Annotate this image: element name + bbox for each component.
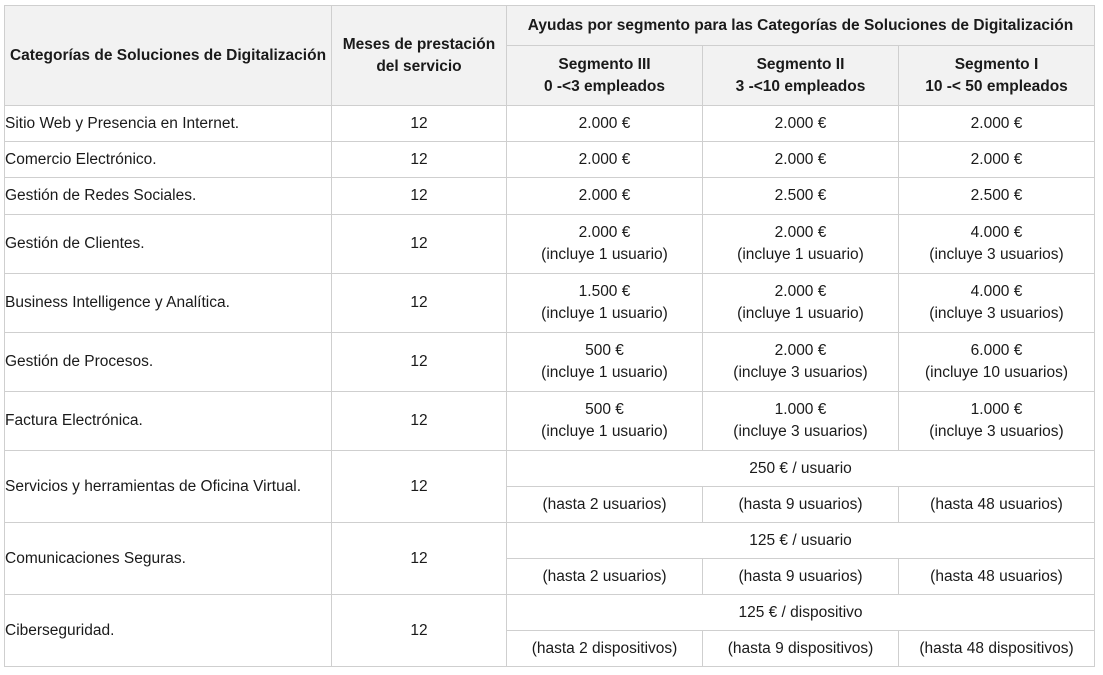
- header-months-line2: del servicio: [376, 57, 462, 75]
- category-cell: Gestión de Clientes.: [5, 215, 332, 274]
- value-cell: [507, 333, 703, 392]
- value-cell: [899, 392, 1095, 451]
- amount-cell: 2.500 €: [899, 178, 1095, 215]
- price-cell: 125 € / usuario: [507, 523, 1095, 559]
- note: (incluye 1 usuario): [541, 305, 668, 322]
- amount: 6.000 €: [970, 342, 1023, 359]
- header-months: [332, 6, 507, 106]
- limit-cell: (hasta 9 dispositivos): [703, 631, 899, 667]
- amount-cell: 2.000 €: [507, 142, 703, 178]
- category-cell: Sitio Web y Presencia en Internet.: [5, 106, 332, 142]
- segment-name: Segmento III: [558, 55, 651, 73]
- amount-cell: 2.000 €: [507, 106, 703, 142]
- months-cell: 12: [332, 142, 507, 178]
- segment-name: Segmento I: [954, 55, 1039, 73]
- value-cell: [703, 274, 899, 333]
- table-row: [5, 215, 1095, 274]
- months-cell: 12: [332, 595, 507, 667]
- amount: 1.000 €: [774, 401, 827, 418]
- note: (incluye 3 usuarios): [929, 305, 1064, 322]
- amount: 2.000 €: [578, 224, 631, 241]
- table-row: [5, 178, 1095, 215]
- months-cell: 12: [332, 215, 507, 274]
- months-cell: 12: [332, 392, 507, 451]
- amount: 500 €: [585, 342, 624, 359]
- amount: 500 €: [585, 401, 624, 418]
- header-segment-group: Ayudas por segmento para las Categorías de Soluciones de Digitalización: [507, 6, 1095, 46]
- note: (incluye 1 usuario): [737, 305, 864, 322]
- category-cell: Gestión de Procesos.: [5, 333, 332, 392]
- header-months-line1: Meses de prestación: [342, 35, 496, 53]
- note: (incluye 1 usuario): [541, 423, 668, 440]
- amount-cell: 2.000 €: [899, 142, 1095, 178]
- limit-cell: (hasta 2 usuarios): [507, 559, 703, 595]
- amount: 1.500 €: [578, 283, 631, 300]
- note: (incluye 3 usuarios): [733, 364, 868, 381]
- note: (incluye 3 usuarios): [733, 423, 868, 440]
- amount-cell: 2.500 €: [703, 178, 899, 215]
- value-cell: [507, 392, 703, 451]
- table-row: [5, 595, 1095, 631]
- category-cell: Ciberseguridad.: [5, 595, 332, 667]
- months-cell: 12: [332, 106, 507, 142]
- category-cell: Business Intelligence y Analítica.: [5, 274, 332, 333]
- category-cell: Comunicaciones Seguras.: [5, 523, 332, 595]
- value-cell: [899, 274, 1095, 333]
- months-cell: 12: [332, 523, 507, 595]
- limit-cell: (hasta 9 usuarios): [703, 559, 899, 595]
- category-cell: Servicios y herramientas de Oficina Virtual.: [5, 451, 332, 523]
- value-cell: [703, 215, 899, 274]
- value-cell: [899, 333, 1095, 392]
- segment-range: 10 -< 50 empleados: [925, 77, 1068, 95]
- table-row: [5, 142, 1095, 178]
- header-segment-ii: [703, 46, 899, 106]
- value-cell: [703, 392, 899, 451]
- aid-table: [4, 5, 1095, 667]
- amount: 4.000 €: [970, 224, 1023, 241]
- table-row: [5, 523, 1095, 559]
- segment-range: 3 -<10 empleados: [735, 77, 866, 95]
- category-cell: Gestión de Redes Sociales.: [5, 178, 332, 215]
- amount: 2.000 €: [774, 283, 827, 300]
- amount: 4.000 €: [970, 283, 1023, 300]
- header-segment-iii: [507, 46, 703, 106]
- category-cell: Comercio Electrónico.: [5, 142, 332, 178]
- table-row: [5, 106, 1095, 142]
- category-cell: Factura Electrónica.: [5, 392, 332, 451]
- price-cell: 250 € / usuario: [507, 451, 1095, 487]
- value-cell: [899, 215, 1095, 274]
- limit-cell: (hasta 48 dispositivos): [899, 631, 1095, 667]
- note: (incluye 3 usuarios): [929, 246, 1064, 263]
- limit-cell: (hasta 2 dispositivos): [507, 631, 703, 667]
- months-cell: 12: [332, 451, 507, 523]
- amount: 2.000 €: [774, 224, 827, 241]
- limit-cell: (hasta 48 usuarios): [899, 559, 1095, 595]
- amount-cell: 2.000 €: [899, 106, 1095, 142]
- segment-range: 0 -<3 empleados: [543, 77, 666, 95]
- months-cell: 12: [332, 274, 507, 333]
- header-category: Categorías de Soluciones de Digitalización: [5, 6, 332, 106]
- table-row: [5, 392, 1095, 451]
- value-cell: [507, 215, 703, 274]
- table-row: [5, 333, 1095, 392]
- months-cell: 12: [332, 178, 507, 215]
- amount-cell: 2.000 €: [703, 142, 899, 178]
- note: (incluye 1 usuario): [541, 364, 668, 381]
- amount: 2.000 €: [774, 342, 827, 359]
- price-cell: 125 € / dispositivo: [507, 595, 1095, 631]
- months-cell: 12: [332, 333, 507, 392]
- table-row: [5, 274, 1095, 333]
- note: (incluye 1 usuario): [541, 246, 668, 263]
- value-cell: [507, 274, 703, 333]
- amount: 1.000 €: [970, 401, 1023, 418]
- limit-cell: (hasta 48 usuarios): [899, 487, 1095, 523]
- header-segment-i: [899, 46, 1095, 106]
- note: (incluye 1 usuario): [737, 246, 864, 263]
- amount-cell: 2.000 €: [703, 106, 899, 142]
- note: (incluye 10 usuarios): [924, 364, 1068, 381]
- value-cell: [703, 333, 899, 392]
- amount-cell: 2.000 €: [507, 178, 703, 215]
- limit-cell: (hasta 2 usuarios): [507, 487, 703, 523]
- segment-name: Segmento II: [756, 55, 845, 73]
- table-row: [5, 451, 1095, 487]
- limit-cell: (hasta 9 usuarios): [703, 487, 899, 523]
- note: (incluye 3 usuarios): [929, 423, 1064, 440]
